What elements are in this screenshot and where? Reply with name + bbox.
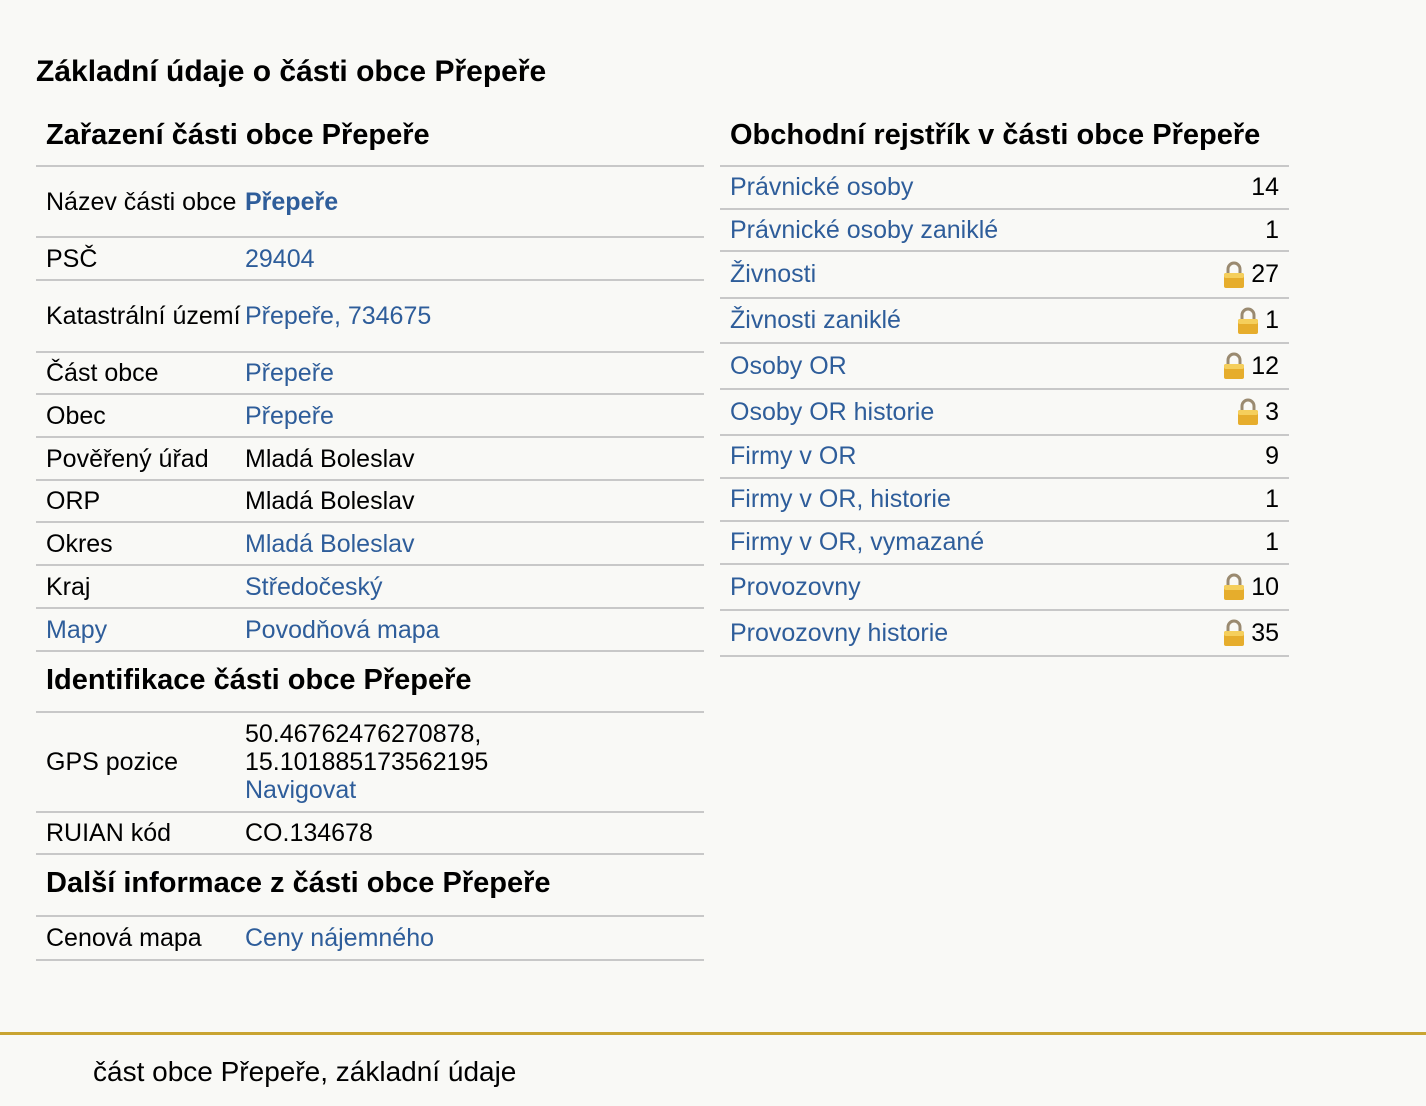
lock-icon[interactable] — [1237, 398, 1259, 426]
row-label: Část obce — [46, 359, 159, 387]
row-ruian — [36, 813, 704, 855]
row-count — [1265, 442, 1279, 471]
row-mapy — [36, 609, 704, 652]
row-count — [1265, 216, 1279, 245]
rejstrik-row — [720, 611, 1289, 657]
count-value: 1 — [1265, 528, 1279, 556]
footer-text: část obce Přepeře, základní údaje — [93, 1056, 517, 1087]
row-label: Pověřený úřad — [46, 444, 209, 473]
cenova-mapa-label: Cenová mapa — [46, 924, 202, 952]
gps-value — [245, 720, 704, 804]
gps-lon: 15.101885173562195 — [245, 748, 489, 776]
obec-link[interactable]: Přepeře — [245, 401, 334, 430]
row-count — [1237, 398, 1279, 427]
ruian-label: RUIAN kód — [46, 819, 172, 847]
zivnosti-link[interactable]: Živnosti — [730, 260, 817, 288]
row-count — [1223, 619, 1279, 648]
row-count — [1237, 306, 1279, 335]
osoby-or-historie-link[interactable]: Osoby OR historie — [730, 397, 935, 426]
row-label: Okres — [46, 529, 113, 558]
count-value: 27 — [1251, 260, 1279, 288]
pravnicke-osoby-link[interactable]: Právnické osoby — [730, 173, 914, 201]
rejstrik-row — [720, 299, 1289, 344]
row-psc — [36, 238, 704, 281]
lock-icon[interactable] — [1237, 307, 1259, 335]
row-nazev — [36, 167, 704, 238]
provozovny-historie-link[interactable]: Provozovny historie — [730, 618, 949, 647]
row-label: Název části obce — [46, 187, 237, 216]
row-label: PSČ — [46, 244, 98, 273]
row-cenova-mapa — [36, 917, 704, 961]
firmy-v-or-vymazane-link[interactable]: Firmy v OR, vymazané — [730, 528, 985, 556]
katastralni-link[interactable]: Přepeře, 734675 — [245, 302, 432, 330]
rejstrik-row — [720, 252, 1289, 299]
identifikace-title: Identifikace části obce Přepeře — [36, 652, 704, 713]
rejstrik-row — [720, 390, 1289, 436]
dalsi-title: Další informace z části obce Přepeře — [36, 855, 704, 917]
row-okres — [36, 523, 704, 566]
row-label: Katastrální území — [46, 302, 241, 330]
rejstrik-title: Obchodní rejstřík v části obce Přepeře — [720, 110, 1289, 167]
firmy-v-or-link[interactable]: Firmy v OR — [730, 442, 857, 470]
lock-icon[interactable] — [1223, 619, 1245, 647]
orp-value: Mladá Boleslav — [245, 487, 415, 515]
count-value: 9 — [1265, 442, 1279, 470]
rejstrik-row — [720, 522, 1289, 565]
zarazeni-title: Zařazení části obce Přepeře — [36, 110, 704, 167]
row-kraj — [36, 566, 704, 609]
navigate-link[interactable]: Navigovat — [245, 776, 357, 804]
row-katastralni — [36, 281, 704, 353]
pravnicke-osoby-zanikle-link[interactable]: Právnické osoby zaniklé — [730, 215, 999, 244]
row-count — [1265, 485, 1279, 514]
kraj-link[interactable]: Středočeský — [245, 572, 383, 601]
gps-lat: 50.46762476270878, — [245, 720, 482, 748]
row-count — [1223, 352, 1279, 381]
row-label: ORP — [46, 487, 101, 515]
rejstrik-row — [720, 210, 1289, 252]
row-povereny-urad — [36, 438, 704, 481]
row-count — [1251, 173, 1279, 202]
lock-icon[interactable] — [1223, 352, 1245, 380]
rejstrik-row — [720, 565, 1289, 611]
okres-link[interactable]: Mladá Boleslav — [245, 529, 415, 558]
rejstrik-row — [720, 344, 1289, 390]
lock-icon[interactable] — [1223, 573, 1245, 601]
gps-label: GPS pozice — [46, 748, 179, 776]
ruian-value: CO.134678 — [245, 819, 373, 847]
row-label: Kraj — [46, 572, 91, 601]
osoby-or-link[interactable]: Osoby OR — [730, 351, 847, 380]
rejstrik-row — [720, 436, 1289, 479]
count-value: 12 — [1251, 351, 1279, 380]
ceny-najemneho-link[interactable]: Ceny nájemného — [245, 924, 435, 952]
left-column — [36, 110, 704, 961]
count-value: 35 — [1251, 618, 1279, 647]
count-value: 10 — [1251, 572, 1279, 601]
count-value: 14 — [1251, 173, 1279, 201]
row-label: Obec — [46, 401, 106, 430]
zivnosti-zanikle-link[interactable]: Živnosti zaniklé — [730, 306, 901, 334]
page-title: Základní údaje o části obce Přepeře — [36, 55, 547, 88]
firmy-v-or-historie-link[interactable]: Firmy v OR, historie — [730, 485, 951, 513]
row-count — [1265, 528, 1279, 557]
rejstrik-row — [720, 167, 1289, 210]
nazev-link[interactable]: Přepeře — [245, 187, 339, 216]
cast-obce-link[interactable]: Přepeře — [245, 359, 334, 387]
count-value: 1 — [1265, 306, 1279, 334]
rejstrik-row — [720, 479, 1289, 522]
povereny-urad-value: Mladá Boleslav — [245, 444, 415, 473]
count-value: 3 — [1265, 397, 1279, 426]
count-value: 1 — [1265, 485, 1279, 513]
right-column — [720, 110, 1289, 657]
psc-link[interactable]: 29404 — [245, 244, 315, 273]
lock-icon[interactable] — [1223, 261, 1245, 289]
row-count — [1223, 260, 1279, 289]
row-count — [1223, 573, 1279, 602]
row-orp — [36, 481, 704, 523]
povodnova-mapa-link[interactable]: Povodňová mapa — [245, 615, 440, 644]
provozovny-link[interactable]: Provozovny — [730, 572, 861, 601]
row-obec — [36, 395, 704, 438]
footer-divider — [0, 1032, 1426, 1035]
mapy-link[interactable]: Mapy — [46, 615, 108, 644]
count-value: 1 — [1265, 215, 1279, 244]
row-cast-obce — [36, 353, 704, 395]
row-gps — [36, 713, 704, 813]
